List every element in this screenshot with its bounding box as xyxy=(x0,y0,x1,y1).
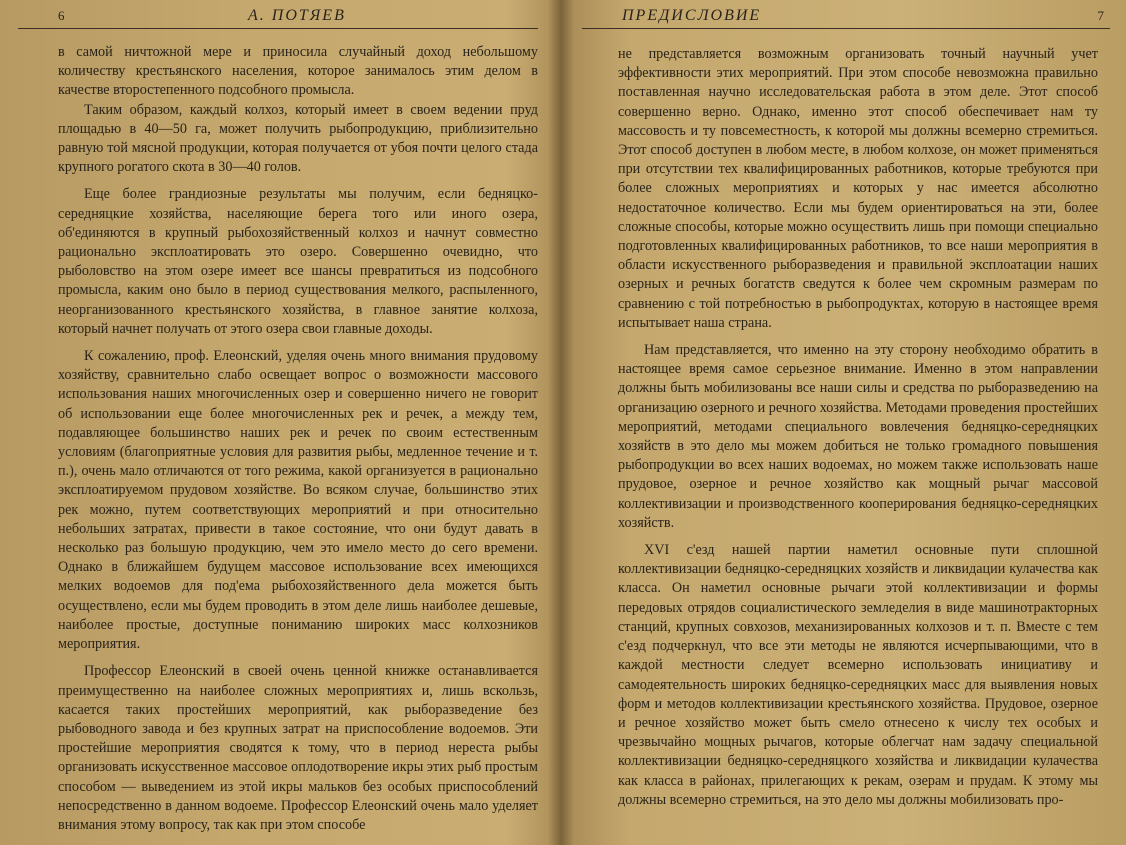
left-paragraph-3: Еще более грандиозные результаты мы получим, если бедняцко-середняцкие хозяйства, населяющие берега того или иного озера, об'единяются в крупный рыбохозяйственный колхоз и начнут совместно рационально эксплоатировать это озеро. Совершенно очевидно, что рыболовство на этом озере имеет все шансы превратиться из подсобного промысла, каким оно было в период существования мелкого, распыленного, неорганизованного крестьянского хозяйства, в главное занятие колхоза, который начнет получать от этого озера свои главные доходы. xyxy=(58,186,538,337)
right-page-text xyxy=(582,45,1110,810)
left-page xyxy=(18,0,538,845)
right-paragraph-1: не представляется возможным организовать точный научный учет эффективности этих мероприятий. При этом способе невозможна правильно поставленная научно исследовательская работа в этом деле. Этот способ совершенно верно. Однако, именно этот способ обеспечивает нам ту массовость и ту повсеместность, к которой мы должны всемерно стремиться. Этот способ доступен в любом месте, в любом колхозе, он может применяться при отсутствии тех квалифицированных работников, которые требуются при более сложных мероприятиях и которых у нас имеется абсолютно недостаточное количество. Если мы будем ориентироваться на эти, более сложные способы, которые можно осуществить лишь при помощи специально подготовленных квалифицированных работников, то все наши мероприятия в области искусственного рыборазведения и правильной эксплоатации наших озерных и речных богатств сведутся к более чем скромным размерам по сравнению с той потребностью в рыбопродуктах, которую в настоящее время испытывает наша страна. xyxy=(618,46,1098,331)
right-page-number: 7 xyxy=(1097,8,1104,23)
left-running-head xyxy=(18,6,538,29)
left-paragraph-4: К сожалению, проф. Елеонский, уделяя очень много внимания прудовому хозяйству, сравнительно слабо освещает вопрос о возможности массового использования наших многочисленных озер и совершенно ничего не говорит об использовании еще более многочисленных рек и речек, а между тем, подавляющее большинство наших рек и речек по своим естественным условиям (благоприятные условия для развития рыбы, медленное течение и т. п.), очень мало отличаются от того режима, какой организуется в рационально эксплоатируемом прудовом хозяйстве. Во всяком случае, большинство этих рек можно, путем соответствующих мероприятий и при относительно небольших затратах, привести в такое состояние, что они будут давать в несколько раз большую продукцию, чем это имело место до сего времени. Однако в ближайшем будущем массовое использование всех имеющихся мелких водоемов для под'ема рыбохозяйственного дела можется быть осуществлено, если мы будем проводить в этом деле лишь наиболее дешевые, наиболее простые, доступные пониманию широких масс колхозников мероприятия. xyxy=(58,348,538,653)
right-running-title: ПРЕДИСЛОВИЕ xyxy=(622,7,762,24)
right-paragraph-3: XVI с'езд нашей партии наметил основные пути сплошной коллективизации бедняцко-середняцких хозяйств и ликвидации кулачества как класса. Он наметил основные рычаги этой коллективизации и формы передовых отрядов социалистического земледелия в виде машинотракторных станций, крупных совхозов, механизированных колхозов и т. п. Вместе с тем с'езд подчеркнул, что все эти методы не являются исчерпывающими, что в каждой местности следует всемерно использовать инициативу и самодеятельность широких бедняцко-середняцких масс для выявления новых форм и методов коллективизации крестьянского хозяйства. Прудовое, озерное и речное хозяйство может быть смело отнесено к числу тех особых и чрезвычайно мощных рычагов, которые облегчат нам задачу специальной коллективизации бедняцко-середняцкого хозяйства и ликвидации кулачества как класса в районах, прилегающих к рекам, озерам и прудам. К этому мы должны всемерно стремиться, на это дело мы должны мобилизовать про- xyxy=(618,542,1098,808)
right-running-head xyxy=(582,6,1110,29)
left-page-text xyxy=(18,43,538,835)
left-paragraph-1: в самой ничтожной мере и приносила случайный доход небольшому количеству крестьянского населения, которое занималось этим делом в качестве второстепенного подсобного промысла. xyxy=(58,44,538,99)
left-paragraph-2: Таким образом, каждый колхоз, который имеет в своем ведении пруд площадью в 40—50 га, может получить рыбопродукцию, приблизительно равную той мясной продукции, которая получается от убоя почти целого стада крупного рогатого скота в 30—40 голов. xyxy=(58,101,538,176)
left-page-number: 6 xyxy=(58,8,65,23)
book-gutter xyxy=(548,0,574,845)
right-paragraph-2: Нам представляется, что именно на эту сторону необходимо обратить в настоящее время самое серьезное внимание. Именно в этом направлении должны быть мобилизованы все наши силы и средства по рыборазведению на организацию озерного и речного хозяйства. Методами проведения простейших мероприятий, методами специального вовлечения бедняцко-середняцких хозяйств в это дело мы можем добиться не только громадного повышения рыбопродукции во всех наших водоемах, но можем также использовать наше прудовое, озерное и речное хозяйство как мощный рычаг массовой коллективизации и производственного кооперирования бедняцко-середняцких хозяйств. xyxy=(618,342,1098,531)
right-page xyxy=(582,0,1110,845)
left-paragraph-5: Профессор Елеонский в своей очень ценной книжке останавливается преимущественно на наиболее сложных мероприятиях и, лишь вскользь, касается таких простейших мероприятий, как рыборазведение без рыбоводного завода и без крупных затрат на приспособление водоемов. Эти простейшие мероприятия сводятся к тому, что в период нереста рыбы организовать искусственное массовое оплодотворение икры этих рыб простым способом — выведением из этой икры мальков без особых приспособлений непосредственно в данном водоеме. Профессор Елеонский очень мало уделяет внимания этому вопросу, так как при этом способе xyxy=(58,663,538,833)
left-running-title: А. ПОТЯЕВ xyxy=(248,7,346,24)
